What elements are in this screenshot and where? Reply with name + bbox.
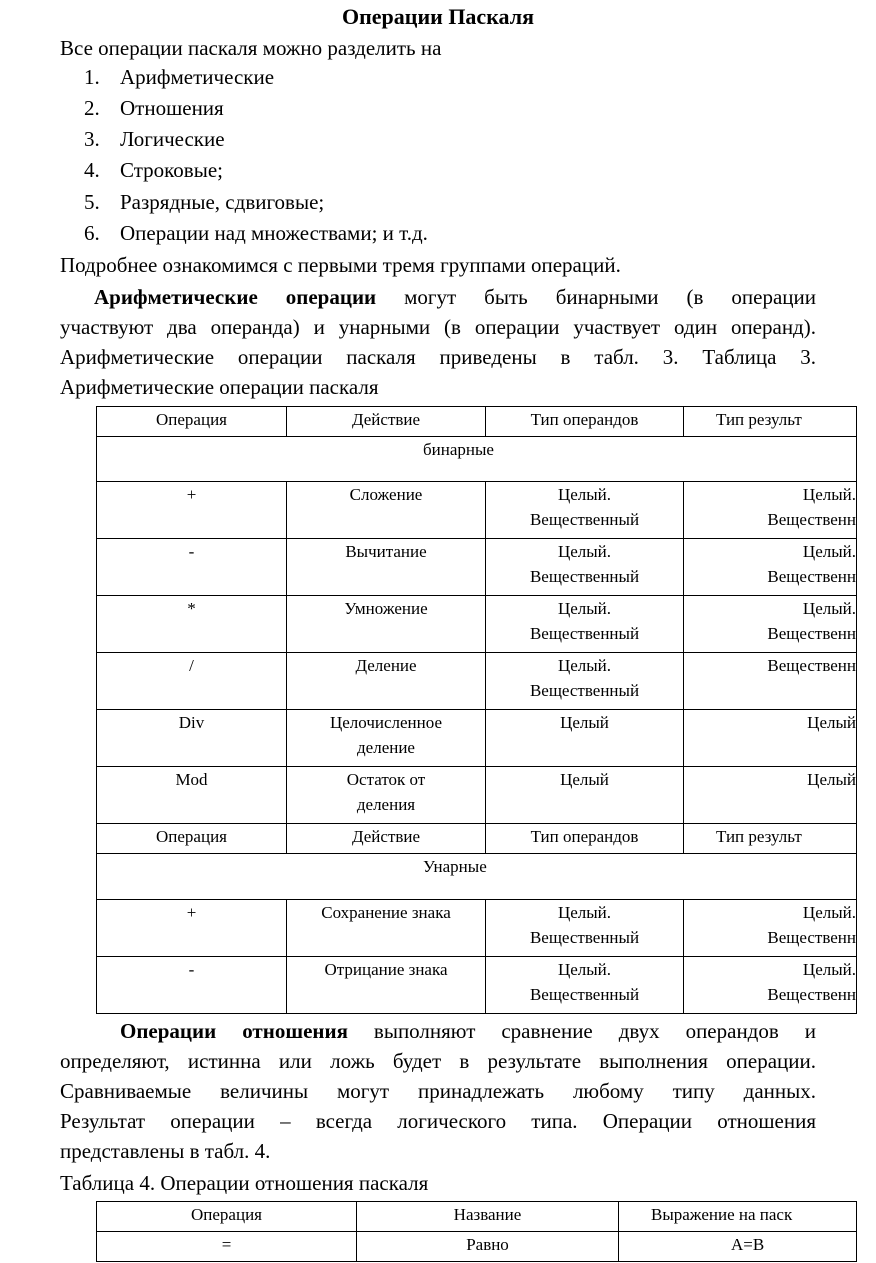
action-cell: Сложение bbox=[287, 482, 486, 539]
action-cell: Сохранение знака bbox=[287, 900, 486, 957]
op-cell: - bbox=[97, 539, 287, 596]
list-item: Операции над множествами; и т.д. bbox=[120, 221, 428, 245]
table-section-row bbox=[97, 854, 857, 900]
detail-line: Подробнее ознакомимся с первыми тремя группами операций. bbox=[60, 253, 621, 277]
cell-line: Вещественн bbox=[767, 928, 856, 947]
table4-caption: Таблица 4. Операции отношения паскаля bbox=[60, 1171, 429, 1195]
table-row bbox=[97, 767, 857, 824]
cell-line: Целый. bbox=[802, 960, 856, 979]
cell-line: Целый. bbox=[557, 599, 612, 618]
list-item: Логические bbox=[120, 127, 225, 151]
table-row bbox=[97, 482, 857, 539]
cell-line: Вещественн bbox=[767, 567, 856, 586]
result-cell bbox=[684, 596, 857, 653]
cell-line: Вещественный bbox=[529, 624, 640, 643]
cell-line: Целый. bbox=[802, 599, 856, 618]
cell-line: Остаток от bbox=[346, 770, 426, 789]
table-row bbox=[97, 596, 857, 653]
paragraph-line: Результат операции – всегда логического типа. Операции отношения bbox=[60, 1109, 816, 1133]
cell-line: Вещественн bbox=[767, 510, 856, 529]
name-cell: Равно bbox=[357, 1232, 619, 1262]
cell-line: Целый. bbox=[557, 542, 612, 561]
op-cell: Div bbox=[97, 710, 287, 767]
action-cell: Отрицание знака bbox=[287, 957, 486, 1014]
arithmetic-operations-table bbox=[96, 406, 857, 1014]
section-label: бинарные bbox=[97, 437, 857, 482]
paragraph-line: Сравниваемые величины могут принадлежать любому типу данных. bbox=[60, 1079, 816, 1103]
cell-line: Целый. bbox=[802, 485, 856, 504]
op-cell: + bbox=[97, 482, 287, 539]
cell-line: Целый bbox=[807, 770, 856, 789]
operands-cell bbox=[486, 482, 684, 539]
relation-operations-table bbox=[96, 1201, 857, 1262]
cell-line: Вещественный bbox=[529, 681, 640, 700]
cell-line: Целый. bbox=[557, 656, 612, 675]
action-cell bbox=[287, 710, 486, 767]
table-row bbox=[97, 710, 857, 767]
cell-line: Целый bbox=[807, 713, 856, 732]
table-row bbox=[97, 1232, 857, 1262]
list-item: Отношения bbox=[120, 96, 224, 120]
bold-term: Операции отношения bbox=[120, 1019, 348, 1043]
table-row bbox=[97, 900, 857, 957]
list-number: 3. bbox=[84, 127, 100, 151]
cell-line: Вещественный bbox=[529, 928, 640, 947]
result-cell bbox=[684, 482, 857, 539]
cell-line: Целый. bbox=[802, 903, 856, 922]
list-item: Разрядные, сдвиговые; bbox=[120, 190, 325, 214]
table-header-cell: Тип операндов bbox=[486, 824, 684, 854]
action-cell: Умножение bbox=[287, 596, 486, 653]
table-section-row bbox=[97, 437, 857, 482]
cell-line: деления bbox=[356, 795, 416, 814]
paragraph-line bbox=[120, 1017, 816, 1045]
result-cell bbox=[684, 653, 857, 710]
section-label: Унарные bbox=[97, 854, 857, 900]
table-header-row bbox=[97, 824, 857, 854]
cell-line: Целый. bbox=[557, 485, 612, 504]
paragraph-line: определяют, истинна или ложь будет в результате выполнения операции. bbox=[60, 1049, 816, 1073]
table-header-cell: Тип операндов bbox=[486, 407, 684, 437]
list-item: Арифметические bbox=[120, 65, 275, 89]
table-header-cell: Операция bbox=[97, 824, 287, 854]
result-cell bbox=[684, 710, 857, 767]
cell-line: деление bbox=[357, 738, 415, 757]
op-cell: / bbox=[97, 653, 287, 710]
result-cell bbox=[684, 539, 857, 596]
paragraph-text: выполняют сравнение двух операндов и bbox=[373, 1019, 816, 1043]
result-cell bbox=[684, 900, 857, 957]
bold-term: Арифметические операции bbox=[94, 285, 377, 309]
table-header-cell: Выражение на паск bbox=[619, 1202, 857, 1232]
paragraph-line: Арифметические операции паскаля приведены в табл. 3. Таблица 3. bbox=[60, 345, 816, 369]
op-cell: - bbox=[97, 957, 287, 1014]
cell-line: Вещественн bbox=[767, 624, 856, 643]
op-cell: * bbox=[97, 596, 287, 653]
operands-cell bbox=[486, 710, 684, 767]
table-row bbox=[97, 653, 857, 710]
list-number: 5. bbox=[84, 190, 100, 214]
table-header-cell: Действие bbox=[287, 824, 486, 854]
list-item: Строковые; bbox=[120, 158, 223, 182]
cell-line: Вещественный bbox=[529, 567, 640, 586]
list-number: 4. bbox=[84, 158, 100, 182]
table-header-row bbox=[97, 1202, 857, 1232]
result-cell bbox=[684, 957, 857, 1014]
table-header-cell: Операция bbox=[97, 407, 287, 437]
table-header-row bbox=[97, 407, 857, 437]
op-cell: + bbox=[97, 900, 287, 957]
list-number: 2. bbox=[84, 96, 100, 120]
paragraph-line: представлены в табл. 4. bbox=[60, 1139, 271, 1163]
op-cell: Mod bbox=[97, 767, 287, 824]
operands-cell bbox=[486, 900, 684, 957]
table-header-cell: Тип результ bbox=[684, 407, 857, 437]
cell-line: Целый. bbox=[802, 542, 856, 561]
intro-text: Все операции паскаля можно разделить на bbox=[60, 36, 442, 60]
list-number: 1. bbox=[84, 65, 100, 89]
action-cell bbox=[287, 767, 486, 824]
cell-line: Вещественный bbox=[529, 510, 640, 529]
operands-cell bbox=[486, 596, 684, 653]
cell-line: Целочисленное bbox=[329, 713, 443, 732]
table-header-cell: Тип результ bbox=[684, 824, 857, 854]
cell-line: Целый bbox=[560, 713, 609, 732]
paragraph-line bbox=[94, 283, 816, 311]
table-header-cell: Действие bbox=[287, 407, 486, 437]
operands-cell bbox=[486, 767, 684, 824]
table-header-cell: Операция bbox=[97, 1202, 357, 1232]
paragraph-text: могут быть бинарными (в операции bbox=[404, 285, 816, 309]
table-header-cell: Название bbox=[357, 1202, 619, 1232]
table-row bbox=[97, 957, 857, 1014]
expression-cell: A=B bbox=[619, 1232, 857, 1262]
operands-cell bbox=[486, 653, 684, 710]
page-title: Операции Паскаля bbox=[342, 4, 534, 29]
action-cell: Вычитание bbox=[287, 539, 486, 596]
table3-caption: Арифметические операции паскаля bbox=[60, 375, 379, 399]
cell-line: Вещественный bbox=[529, 985, 640, 1004]
list-number: 6. bbox=[84, 221, 100, 245]
cell-line: Вещественн bbox=[767, 985, 856, 1004]
table-row bbox=[97, 539, 857, 596]
result-cell bbox=[684, 767, 857, 824]
op-cell: = bbox=[97, 1232, 357, 1262]
operands-cell bbox=[486, 539, 684, 596]
paragraph-line: участвуют два операнда) и унарными (в операции участвует один операнд). bbox=[60, 315, 816, 339]
action-cell: Деление bbox=[287, 653, 486, 710]
cell-line: Целый. bbox=[557, 960, 612, 979]
operands-cell bbox=[486, 957, 684, 1014]
cell-line: Вещественн bbox=[767, 656, 856, 675]
cell-line: Целый. bbox=[557, 903, 612, 922]
cell-line: Целый bbox=[560, 770, 609, 789]
